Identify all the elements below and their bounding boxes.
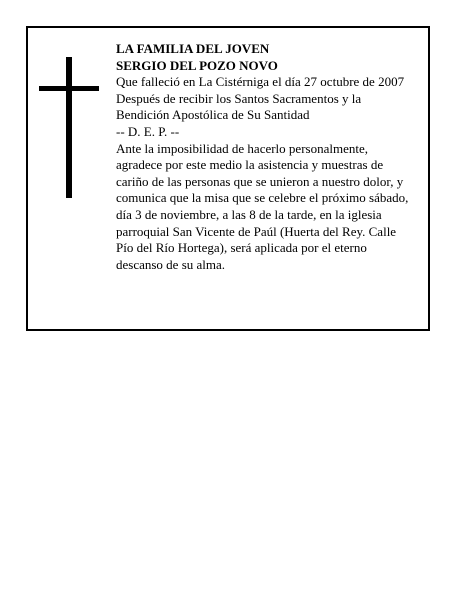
heading-line-family: LA FAMILIA DEL JOVEN (116, 41, 270, 56)
sacraments-line-2: Bendición Apostólica de Su Santidad (116, 107, 310, 123)
paragraph-line: parroquial San Vicente de Paúl (Huerta del Rey. Calle (116, 223, 397, 239)
paragraph-line: Pío del Río Hortega), será aplicada por el eterno (116, 240, 367, 256)
sacraments-line-1: Después de recibir los Santos Sacramentos y la (116, 90, 362, 106)
paragraph-line: agradece por este medio la asistencia y muestras de (116, 157, 384, 173)
paragraph-line: Ante la imposibilidad de hacerlo personalmente, (116, 140, 368, 156)
notice-text (116, 41, 426, 273)
obituary-notice (26, 26, 430, 331)
heading-line-deceased-name: SERGIO DEL POZO NOVO (116, 57, 278, 73)
rip-line: -- D. E. P. -- (116, 123, 180, 139)
paragraph-line: día 3 de noviembre, a las 8 de la tarde, en la iglesia (116, 206, 382, 222)
paragraph-line: cariño de las personas que se unieron a nuestro dolor, y (116, 173, 404, 189)
thanks-paragraph (116, 141, 426, 274)
cross-vertical-bar (66, 57, 72, 198)
death-place-date: Que falleció en La Cistérniga el día 27 octubre de 2007 (116, 74, 405, 90)
cross-horizontal-bar (39, 86, 99, 91)
paragraph-line: descanso de su alma. (116, 256, 226, 272)
paragraph-line: comunica que la misa que se celebre el próximo sábado, (116, 190, 409, 206)
